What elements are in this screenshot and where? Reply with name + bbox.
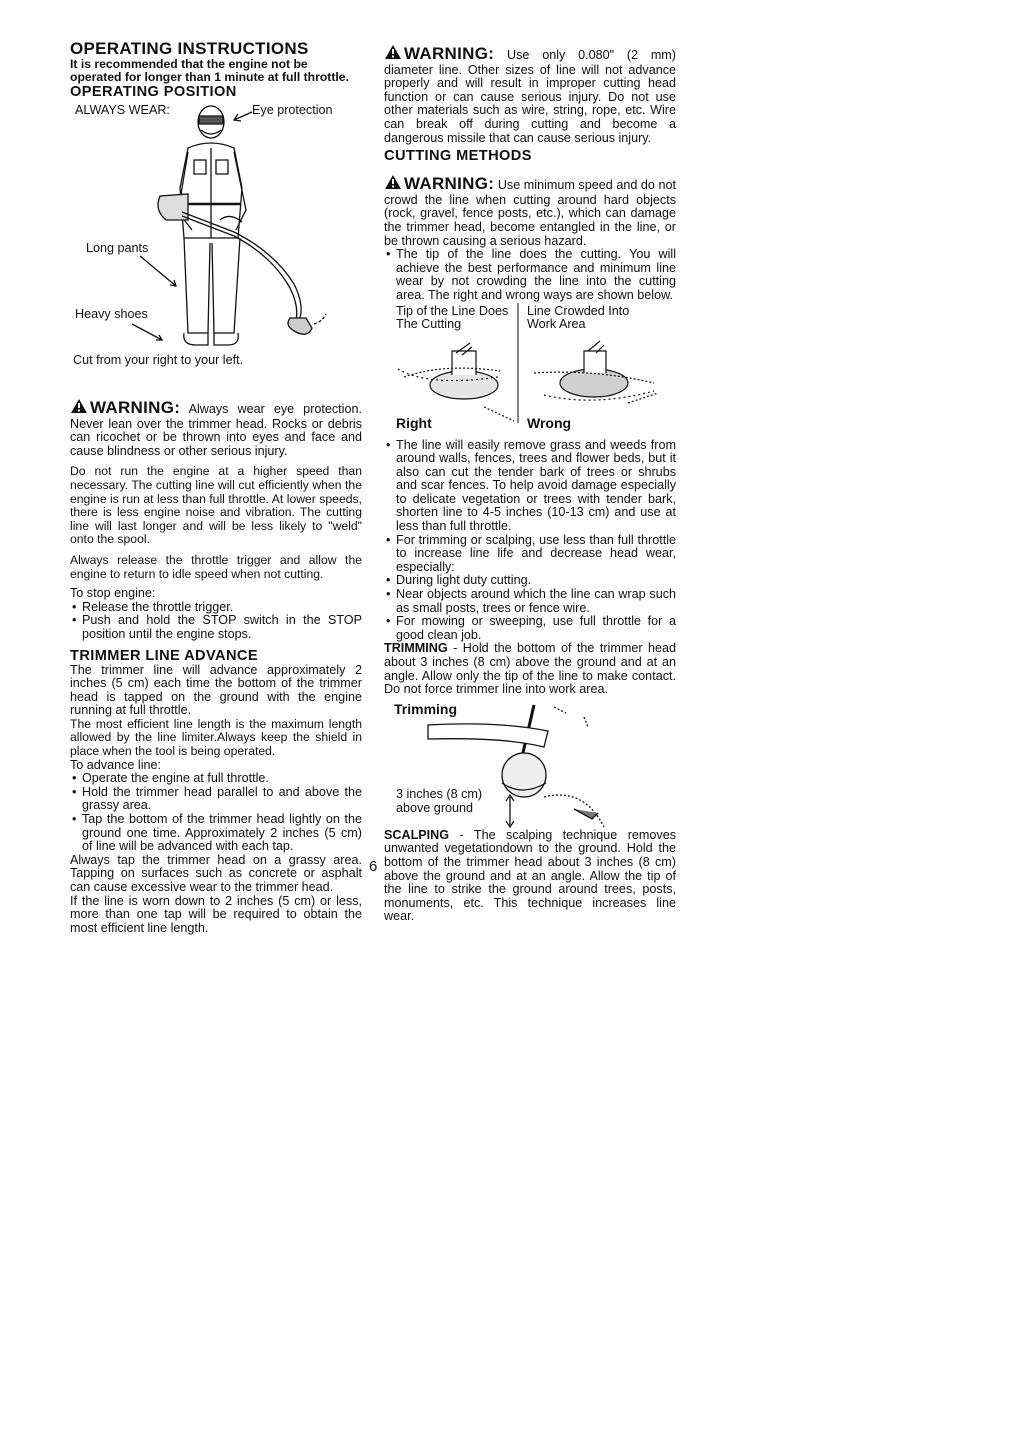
warning-triangle-icon — [70, 398, 88, 418]
list-item: • Release the throttle trigger. — [82, 601, 362, 615]
page-number: 6 — [369, 858, 378, 875]
eye-protection-warning — [70, 398, 362, 458]
trimming-text: - Hold the bottom of the trimmer head about 3 inches (8 cm) above the ground and at an angle. Allow only the tip of the line to make contact. Do not force trimmer line into work area. — [384, 641, 676, 697]
trimming-figure-title: Trimming — [394, 700, 458, 717]
height-above-ground-label: 3 inches (8 cm) above ground — [396, 786, 483, 815]
minimum-speed-warning — [384, 174, 676, 248]
trimming-paragraph — [384, 642, 676, 696]
stop-engine-intro: To stop engine: — [70, 586, 156, 601]
advance-paragraph-4: If the line is worn down to 2 inches (5 cm) or less, more than one tap will be required to obtain the most efficient line length. — [70, 893, 362, 935]
trimming-illustration — [384, 697, 676, 829]
trimmer-line-advance-heading: TRIMMER LINE ADVANCE — [70, 647, 258, 664]
mowing-list — [384, 615, 676, 642]
advance-paragraph-1: The trimmer line will advance approximately 2 inches (5 cm) each time the bottom of the trimmer head is tapped on the ground with the engine running at full throttle. — [70, 662, 362, 718]
cutting-tips-list — [384, 439, 676, 575]
eye-protection-label: Eye protection — [252, 103, 333, 117]
cutting-methods-heading: CUTTING METHODS — [384, 148, 532, 165]
warning-label: WARNING: — [404, 44, 495, 63]
always-wear-label: ALWAYS WEAR: — [75, 103, 170, 117]
list-item: • The tip of the line does the cutting. You will achieve the best performance and minimum line wear by not crowding the line into the cutting area. The right and wrong ways are shown below. — [396, 248, 676, 302]
warning-text: Use only 0.080" (2 mm) diameter line. Other sizes of line will not advance properly and will result in improper cutting head function or can cause serious injury. Do not use other materials such as wire, string, rope, etc. Wire can break off during cutting and become a dangerous missile that can cause serious injury. — [384, 48, 676, 145]
cut-direction-caption: Cut from your right to your left. — [73, 353, 244, 367]
warning-text: Use minimum speed and do not crowd the line when cutting around hard objects (rock, gravel, fence posts, etc.), which can damage the trimmer head, become entangled in the line, or be thrown causing a serious hazard. — [384, 178, 676, 248]
list-item: • For mowing or sweeping, use full throttle for a good clean job. — [396, 615, 676, 642]
right-wrong-illustration — [384, 303, 676, 433]
operating-position-figure — [70, 100, 362, 368]
advance-paragraph-3: Always tap the trimmer head on a grassy area. Tapping on surfaces such as concrete or asphalt can cause excessive wear to the trimmer head. — [70, 852, 362, 894]
recommendation-note: It is recommended that the engine not be operated for longer than 1 minute at full throttle. — [70, 57, 349, 84]
long-pants-label: Long pants — [86, 241, 149, 255]
stop-engine-list — [70, 601, 362, 642]
operator-illustration — [70, 100, 362, 354]
list-item: • The line will easily remove grass and weeds from around walls, fences, trees and flower beds, but it also can cut the tender bark of trees or shrubs and scar fences. To help avoid damage especially to delicate vegetation or trees with tender bark, shorten line to 4-5 inches (10-13 cm) and use at less than full throttle. — [396, 439, 676, 534]
wrong-label: Wrong — [527, 414, 572, 431]
operating-instructions-heading: OPERATING INSTRUCTIONS — [70, 39, 309, 58]
warning-triangle-icon — [384, 174, 402, 194]
list-item: • Push and hold the STOP switch in the STOP position until the engine stops. — [82, 614, 362, 641]
list-item: • Operate the engine at full throttle. — [82, 772, 362, 786]
advance-line-intro: To advance line: — [70, 757, 162, 772]
list-item: • For trimming or scalping, use less than full throttle to increase line life and decrease head wear, especially: — [396, 534, 676, 575]
list-item: • Hold the trimmer head parallel to and above the grassy area. — [82, 786, 362, 813]
list-item: • During light duty cutting. — [396, 574, 676, 588]
list-item: • Tap the bottom of the trimmer head lightly on the ground one time. Approximately 2 inches (5 cm) of line will be advanced with each tap. — [82, 813, 362, 854]
trimming-figure — [384, 697, 676, 829]
trimming-label: TRIMMING — [384, 641, 448, 656]
warning-label: WARNING: — [404, 174, 495, 194]
list-item: • Near objects around which the line can wrap such as small posts, trees or fence wire. — [396, 588, 676, 615]
release-throttle-paragraph: Always release the throttle trigger and allow the engine to return to idle speed when not cutting. — [70, 552, 362, 581]
operating-position-heading: OPERATING POSITION — [70, 84, 237, 100]
right-column — [384, 44, 676, 924]
engine-speed-paragraph: Do not run the engine at a higher speed than necessary. The cutting line will cut efficiently when the engine is run at less than full throttle. At lower speeds, there is less engine noise and vibration. The cutting line will last longer and will be less likely to "weld" onto the spool. — [70, 464, 362, 547]
advance-paragraph-2: The most efficient line length is the maximum length allowed by the line limiter.Always keep the shield in place when the tool is being operated. — [70, 716, 362, 759]
right-label: Right — [396, 414, 432, 431]
scalping-text: - The scalping technique removes unwanted vegetationdown to the ground. Hold the bottom of the trimmer head about 3 inches (8 cm) above the ground and at an angle. Allow the tip of the line to strike the ground around trees, posts, monuments, etc. This technique increases line wear. — [384, 827, 676, 924]
advance-line-list — [70, 772, 362, 854]
tip-cutting-list — [384, 248, 676, 302]
right-way-caption: Tip of the Line Does The Cutting — [396, 303, 509, 332]
light-duty-list — [384, 574, 676, 615]
left-column — [70, 40, 362, 935]
line-size-warning — [384, 44, 676, 145]
warning-triangle-icon — [384, 44, 402, 64]
warning-text: Always wear eye protection. Never lean over the trimmer head. Rocks or debris can ricochet or be thrown into eyes and face and cause blindness or other serious injury. — [70, 402, 362, 458]
wrong-way-caption: Line Crowded Into Work Area — [527, 303, 630, 332]
heavy-shoes-label: Heavy shoes — [75, 307, 148, 321]
scalping-paragraph — [384, 829, 676, 924]
right-wrong-figure — [384, 303, 676, 433]
warning-label: WARNING: — [90, 398, 181, 417]
scalping-label: SCALPING — [384, 827, 450, 842]
